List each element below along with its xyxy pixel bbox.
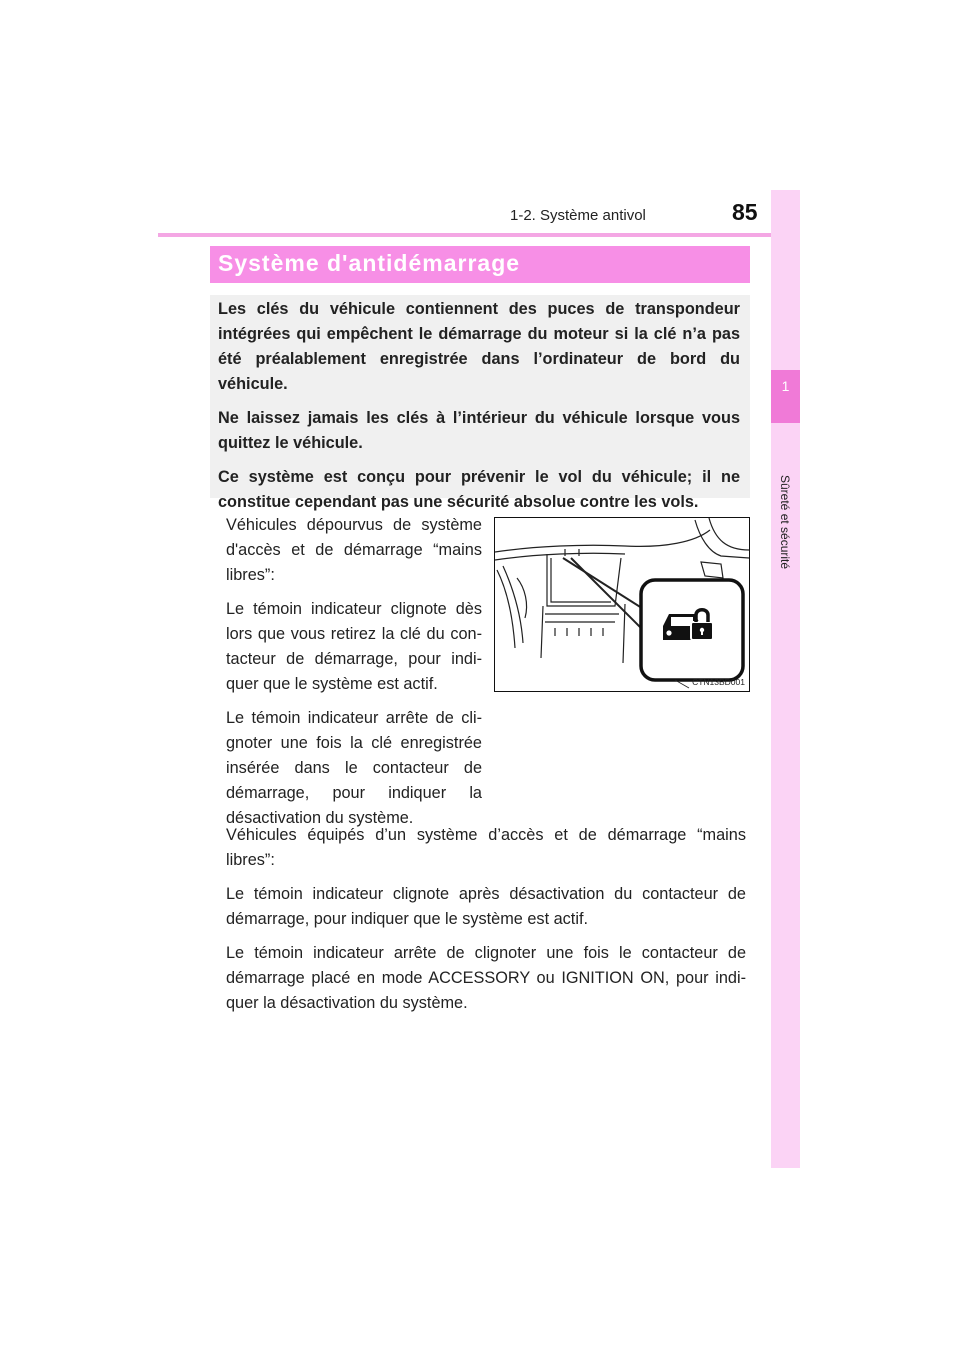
body-full-column: [226, 823, 746, 1025]
section-reference: 1-2. Système antivol: [510, 207, 646, 224]
body-paragraph: Le témoin indicateur clignote dès lors que vous retirez la clé du con-tacteur de démarrage, pour indi-quer que le système est actif.: [226, 600, 482, 693]
body-paragraph: Le témoin indicateur clignote après désactivation du contacteur de démarrage, pour indiquer que le système est actif.: [226, 885, 746, 928]
body-left-column: [226, 513, 482, 840]
intro-box: [210, 295, 750, 511]
chapter-tab-strip: [771, 190, 800, 1168]
intro-paragraph: Ce système est conçu pour prévenir le vol du véhicule; il ne constitue cependant pas une sécurité absolue contre les vols.: [218, 468, 740, 511]
page-number: 85: [732, 199, 758, 225]
dashboard-illustration: [494, 517, 750, 692]
body-paragraph: Le témoin indicateur arrête de clignoter une fois le contacteur de démarrage placé en mode ACCESSORY ou IGNITION ON, pour indi-quer la désactivation du système.: [226, 944, 746, 1012]
chapter-number: 1: [781, 378, 790, 394]
body-paragraph: Véhicules dépourvus de système d'accès et de démarrage “mains libres”:: [226, 516, 482, 584]
header-rule: [158, 233, 800, 237]
section-title: Système d'antidémarrage: [218, 250, 521, 276]
body-paragraph: Le témoin indicateur arrête de cli-gnoter une fois la clé enregistrée insérée dans le contacteur de démarrage, pour indiquer la désactivation du système.: [226, 709, 482, 827]
dashboard-drawing: [495, 518, 749, 691]
intro-paragraph: Les clés du véhicule contiennent des puces de transpondeur intégrées qui empêchent le démarrage du moteur si la clé n’a pas été préalablement enregistrée dans l’ordinateur de bord du véhicule.: [218, 300, 740, 393]
body-paragraph: Véhicules équipés d’un système d’accès et de démarrage “mains libres”:: [226, 826, 746, 869]
chapter-label: Sûreté et sécurité: [778, 475, 792, 570]
intro-paragraph: Ne laissez jamais les clés à l’intérieur du véhicule lorsque vous quittez le véhicule.: [218, 409, 740, 452]
illustration-code: CTN13BD001: [692, 677, 745, 687]
